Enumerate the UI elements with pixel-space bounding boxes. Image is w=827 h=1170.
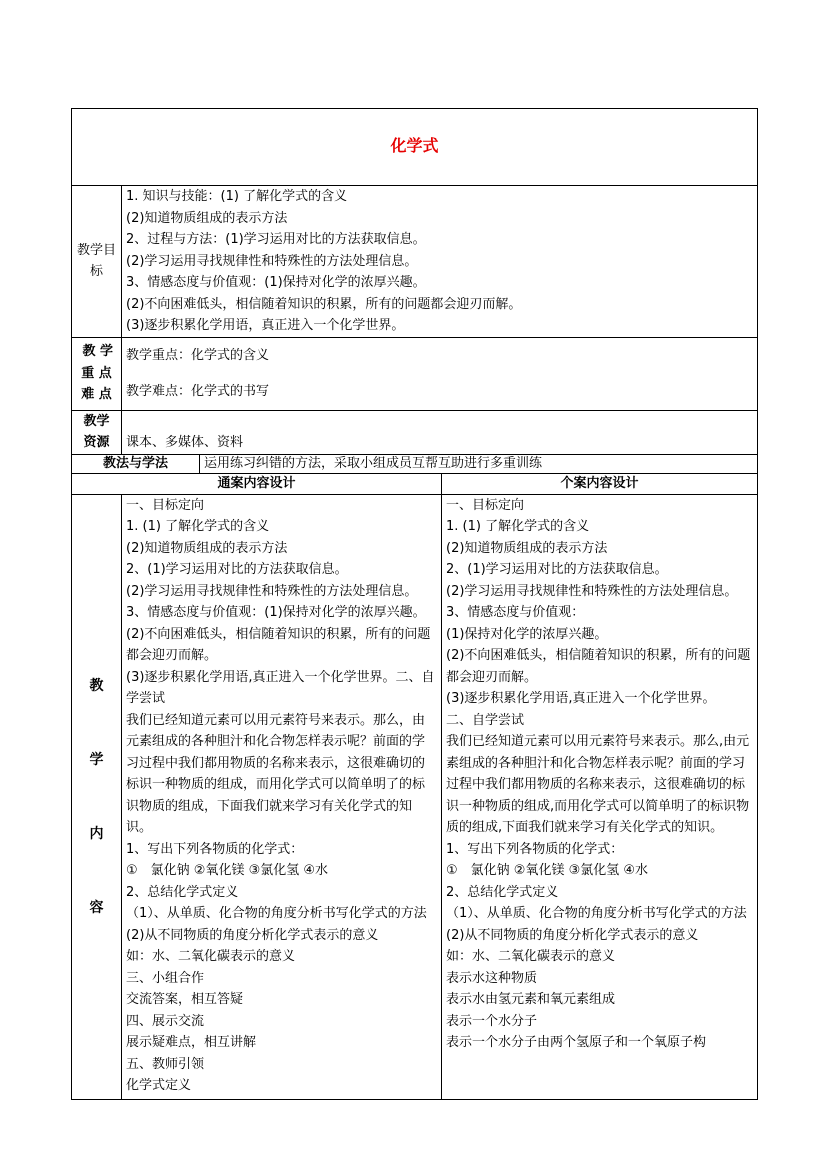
individual-line: 2、总结化学式定义 — [446, 884, 559, 900]
common-line: 我们已经知道元素可以用元素符号来表示。那么，由元素组成的各种胆汁和化合物怎样表示呢？前面的学习过程中我们都用物质的名称来表示，这很难确切的标识一种物质的组成，而用化学式可以简单明了的标识物质的组成，下面我们就来学习有关化学式的知识。 — [126, 712, 426, 835]
objective-line: (2)知道物质组成的表示方法 — [126, 210, 288, 226]
objective-line: 3、情感态度与价值观：(1)保持对化学的浓厚兴趣。 — [126, 275, 426, 290]
individual-line: 一、目标定向 — [446, 497, 525, 513]
individual-line: 表示一个水分子由两个氢原子和一个氧原子构 — [446, 1035, 707, 1050]
common-design-content — [122, 494, 442, 1099]
common-line: 一、目标定向 — [126, 497, 205, 513]
common-line: (2)学习运用寻找规律性和特殊性的方法处理信息。 — [126, 583, 418, 599]
objective-line: 2、过程与方法：(1)学习运用对比的方法获取信息。 — [126, 232, 426, 247]
common-line: 三、小组合作 — [126, 970, 205, 986]
column-header-row — [72, 473, 758, 494]
resources-label-top: 教学 — [83, 413, 110, 429]
individual-line: 1、写出下列各物质的化学式： — [446, 841, 624, 857]
title-cell — [72, 109, 758, 186]
content-label-char: 教 — [89, 677, 104, 694]
common-line: (3)逐步积累化学用语,真正进入一个化学世界。二、自学尝试 — [126, 669, 435, 706]
content-label-char: 学 — [89, 751, 104, 768]
common-line: 3、情感态度与价值观：(1)保持对化学的浓厚兴趣。 — [126, 605, 426, 620]
key-points-label-mid: 重 点 — [81, 365, 112, 381]
common-line: 展示疑难点，相互讲解 — [126, 1035, 257, 1050]
common-line: (2)知道物质组成的表示方法 — [126, 540, 288, 556]
common-line: 如：水、二氧化碳表示的意义 — [126, 949, 296, 964]
page-title: 化学式 — [390, 136, 439, 156]
key-points-row — [72, 337, 758, 410]
individual-line: 1. (1) 了解化学式的含义 — [446, 519, 590, 534]
individual-line: 二、自学尝试 — [446, 712, 525, 728]
objectives-label: 教学目标 — [72, 186, 122, 338]
common-line: 五、教师引领 — [126, 1056, 205, 1072]
key-points-label-bot: 难 点 — [81, 387, 112, 403]
key-points-label-top: 教 学 — [82, 344, 113, 360]
difficult-point-line: 教学难点：化学式的书写 — [126, 383, 270, 399]
common-line: 化学式定义 — [126, 1078, 192, 1093]
content-label — [72, 494, 122, 1099]
method-label: 教法与学法 — [72, 454, 200, 473]
individual-line: （1）、从单质、化合物的角度分析书写化学式的方法 — [446, 906, 747, 921]
common-line: ① 氯化钠 ②氧化镁 ③氯化氢 ④水 — [126, 863, 329, 878]
common-line: 2、(1)学习运用对比的方法获取信息。 — [126, 562, 348, 577]
objectives-row — [72, 186, 758, 338]
common-design-header: 通案内容设计 — [72, 473, 442, 494]
resources-label-bot: 资源 — [83, 435, 110, 450]
resources-content — [122, 410, 758, 454]
key-points-content — [122, 337, 758, 410]
individual-line: (1)保持对化学的浓厚兴趣。 — [446, 626, 608, 642]
common-line: 交流答案，相互答疑 — [126, 992, 244, 1007]
individual-line: 我们已经知道元素可以用元素符号来表示。那么,由元素组成的各种胆汁和化合物怎样表示呢？前面的学习过程中我们都用物质的名称来表示，这很难确切的标识一种物质的组成,而用化学式可以简单明了的标识物质的组成,下面我们就来学习有关化学式的知识。 — [446, 734, 750, 835]
individual-line: 表示水这种物质 — [446, 970, 538, 986]
method-text: 运用练习纠错的方法，采取小组成员互帮互助进行多重训练 — [200, 454, 758, 473]
individual-line: (2)学习运用寻找规律性和特殊性的方法处理信息。 — [446, 583, 738, 599]
individual-line: (2)从不同物质的角度分析化学式表示的意义 — [446, 927, 699, 943]
content-row — [72, 494, 758, 1099]
common-line: (2)从不同物质的角度分析化学式表示的意义 — [126, 927, 379, 943]
resources-label — [72, 410, 122, 454]
objective-line: (3)逐步积累化学用语，真正进入一个化学世界。 — [126, 318, 405, 333]
key-point-line: 教学重点：化学式的含义 — [126, 347, 270, 363]
individual-line: 如：水、二氧化碳表示的意义 — [446, 949, 616, 964]
common-line: （1）、从单质、化合物的角度分析书写化学式的方法 — [126, 906, 427, 921]
resources-text: 课本、多媒体、资料 — [126, 435, 244, 450]
individual-design-content — [442, 494, 758, 1099]
individual-line: 3、情感态度与价值观： — [446, 605, 585, 620]
common-line: (2)不向困难低头，相信随着知识的积累，所有的问题都会迎刃而解。 — [126, 626, 431, 663]
objective-line: 1. 知识与技能：(1) 了解化学式的含义 — [126, 189, 348, 204]
key-points-label — [72, 337, 122, 410]
individual-design-header: 个案内容设计 — [442, 473, 758, 494]
lesson-plan-table — [71, 108, 758, 1100]
individual-line: ① 氯化钠 ②氧化镁 ③氯化氢 ④水 — [446, 863, 649, 878]
individual-line: 2、(1)学习运用对比的方法获取信息。 — [446, 562, 668, 577]
common-line: 1、写出下列各物质的化学式： — [126, 841, 304, 857]
common-line: 1. (1) 了解化学式的含义 — [126, 519, 270, 534]
individual-line: 表示水由氢元素和氧元素组成 — [446, 992, 616, 1007]
content-label-char: 内 — [89, 825, 104, 842]
objective-line: (2)不向困难低头，相信随着知识的积累，所有的问题都会迎刃而解。 — [126, 296, 522, 312]
objectives-content — [122, 186, 758, 338]
resources-row — [72, 410, 758, 454]
individual-line: (3)逐步积累化学用语,真正进入一个化学世界。 — [446, 691, 716, 706]
content-label-char: 容 — [89, 899, 104, 916]
common-line: 2、总结化学式定义 — [126, 884, 239, 900]
common-line: 四、展示交流 — [126, 1013, 205, 1029]
individual-line: (2)知道物质组成的表示方法 — [446, 540, 608, 556]
title-row — [72, 109, 758, 186]
objective-line: (2)学习运用寻找规律性和特殊性的方法处理信息。 — [126, 253, 418, 269]
individual-line: (2)不向困难低头，相信随着知识的积累，所有的问题都会迎刃而解。 — [446, 648, 751, 685]
individual-line: 表示一个水分子 — [446, 1013, 538, 1029]
method-row — [72, 454, 758, 473]
